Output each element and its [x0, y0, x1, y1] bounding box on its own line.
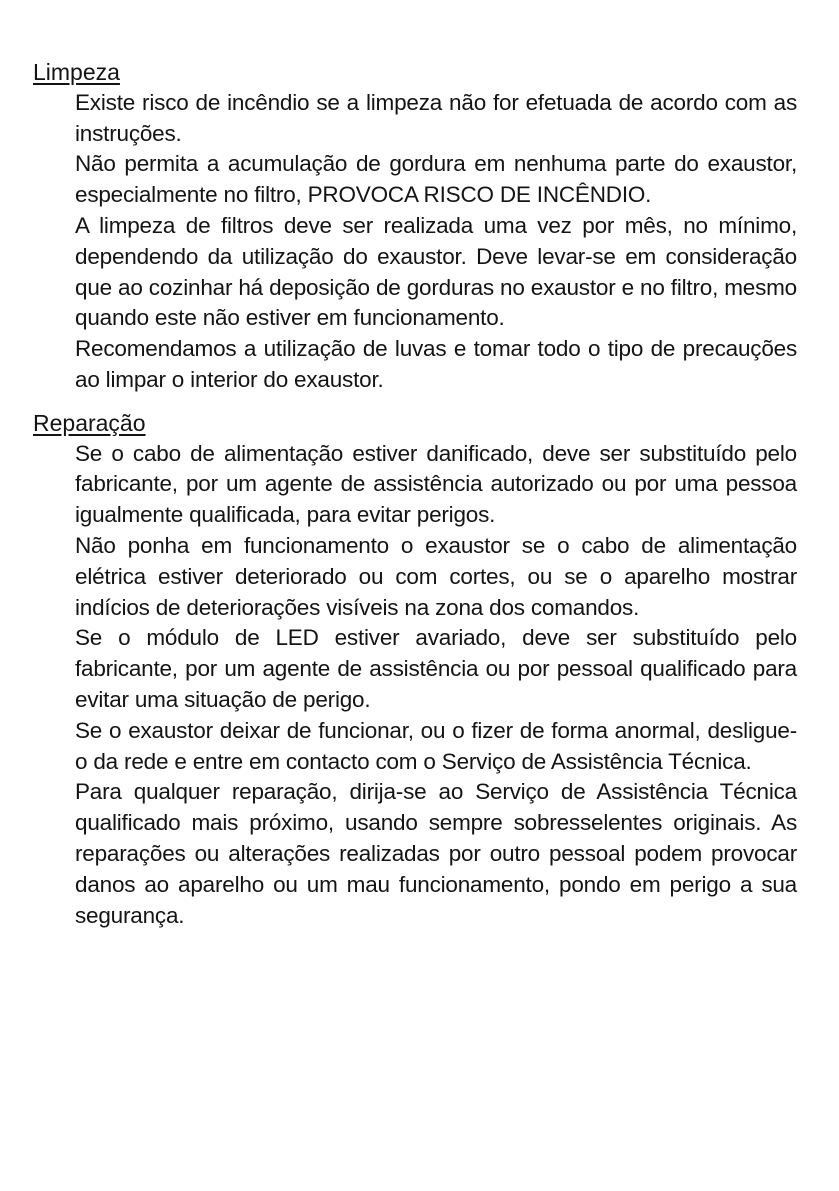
paragraph: Para qualquer reparação, dirija-se ao Serviço de Assistência Técnica qualificado mais próximo, usando sempre sobresselentes originais. As reparações ou alterações realizadas por outro pessoal podem provocar danos ao aparelho ou um mau funcionamento, pondo em perigo a sua segurança.: [75, 779, 797, 928]
section-heading-limpeza: Limpeza: [33, 59, 120, 85]
paragraph: Se o exaustor deixar de funcionar, ou o fizer de forma anormal, desligue-o da rede e entre em contacto com o Serviço de Assistência Técnica.: [75, 717, 797, 774]
paragraph: Recomendamos a utilização de luvas e tomar todo o tipo de precauções ao limpar o interior do exaustor.: [75, 336, 797, 392]
paragraph: Não permita a acumulação de gordura em nenhuma parte do exaustor, especialmente no filtro, PROVOCA RISCO DE INCÊNDIO.: [75, 151, 797, 208]
section-heading-reparacao: Reparação: [33, 409, 146, 436]
section-reparacao: [33, 408, 797, 932]
paragraph: Se o cabo de alimentação estiver danificado, deve ser substituído pelo fabricante, por um agente de assistência autorizado ou por uma pessoa igualmente qualificada, para evitar perigos.: [75, 440, 797, 528]
paragraph: Não ponha em funcionamento o exaustor se o cabo de alimentação elétrica estiver deteriorado ou com cortes, ou se o aparelho mostrar indícios de deteriorações visíveis na zona dos comandos.: [75, 532, 797, 620]
paragraph: A limpeza de filtros deve ser realizada uma vez por mês, no mínimo, dependendo da utilização do exaustor. Deve levar-se em consideração que ao cozinhar há deposição de gorduras no exaustor e no filtro, mesmo quando este não estiver em funcionamento.: [75, 212, 797, 331]
paragraph: Existe risco de incêndio se a limpeza não for efetuada de acordo com as instruções.: [75, 89, 797, 146]
paragraph: Se o módulo de LED estiver avariado, deve ser substituído pelo fabricante, por um agente de assistência ou por pessoal qualificado para evitar uma situação de perigo.: [75, 625, 797, 712]
section-limpeza: [33, 57, 797, 396]
